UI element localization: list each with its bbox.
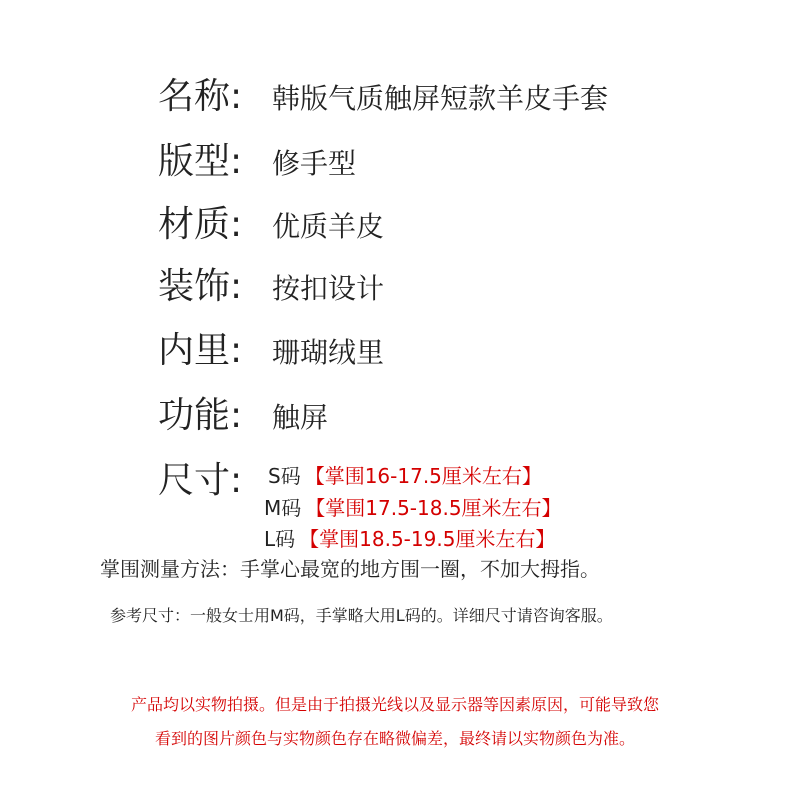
size-option-l <box>264 523 555 552</box>
measure-method-text: 掌围测量方法：手掌心最宽的地方围一圈，不加大拇指。 <box>100 557 600 581</box>
disclaimer-line-1: 产品均以实物拍摄。但是由于拍摄光线以及显示器等因素原因，可能导致您 <box>130 695 659 714</box>
disclaimer-line-2: 看到的图片颜色与实物颜色存在略微偏差，最终请以实物颜色为准。 <box>154 729 635 748</box>
spec-label-size: 尺寸: <box>158 460 243 501</box>
spec-row-decoration <box>158 258 384 309</box>
size-range-m: 【掌围17.5-18.5厘米左右】 <box>305 496 562 520</box>
spec-label-decoration: 装饰: <box>158 266 243 307</box>
spec-value-material: 优质羊皮 <box>272 210 385 243</box>
size-option-m <box>264 492 562 521</box>
size-code-m: M码 <box>264 496 302 520</box>
size-range-l: 【掌围18.5-19.5厘米左右】 <box>299 527 556 551</box>
spec-value-fit: 修手型 <box>272 147 357 180</box>
spec-value-lining: 珊瑚绒里 <box>272 336 385 369</box>
reference-note-text: 参考尺寸：一般女士用M码，手掌略大用L码的。详细尺寸请咨询客服。 <box>110 606 613 625</box>
size-code-l: L码 <box>264 527 296 551</box>
spec-row-function <box>158 387 328 438</box>
spec-label-name: 名称: <box>158 76 243 117</box>
spec-value-function: 触屏 <box>272 401 329 434</box>
size-range-s: 【掌围16-17.5厘米左右】 <box>304 464 542 488</box>
spec-label-material: 材质: <box>158 204 243 245</box>
spec-row-name <box>158 68 608 119</box>
spec-row-lining <box>158 322 384 373</box>
size-option-s <box>268 460 542 489</box>
size-code-s: S码 <box>268 464 301 488</box>
spec-row-material <box>158 196 384 247</box>
spec-value-name: 韩版气质触屏短款羊皮手套 <box>272 82 609 115</box>
spec-value-decoration: 按扣设计 <box>272 272 385 305</box>
spec-label-fit: 版型: <box>158 141 243 182</box>
spec-row-size <box>158 452 266 503</box>
spec-label-function: 功能: <box>158 395 243 436</box>
spec-row-fit <box>158 133 356 184</box>
spec-label-lining: 内里: <box>158 330 243 371</box>
